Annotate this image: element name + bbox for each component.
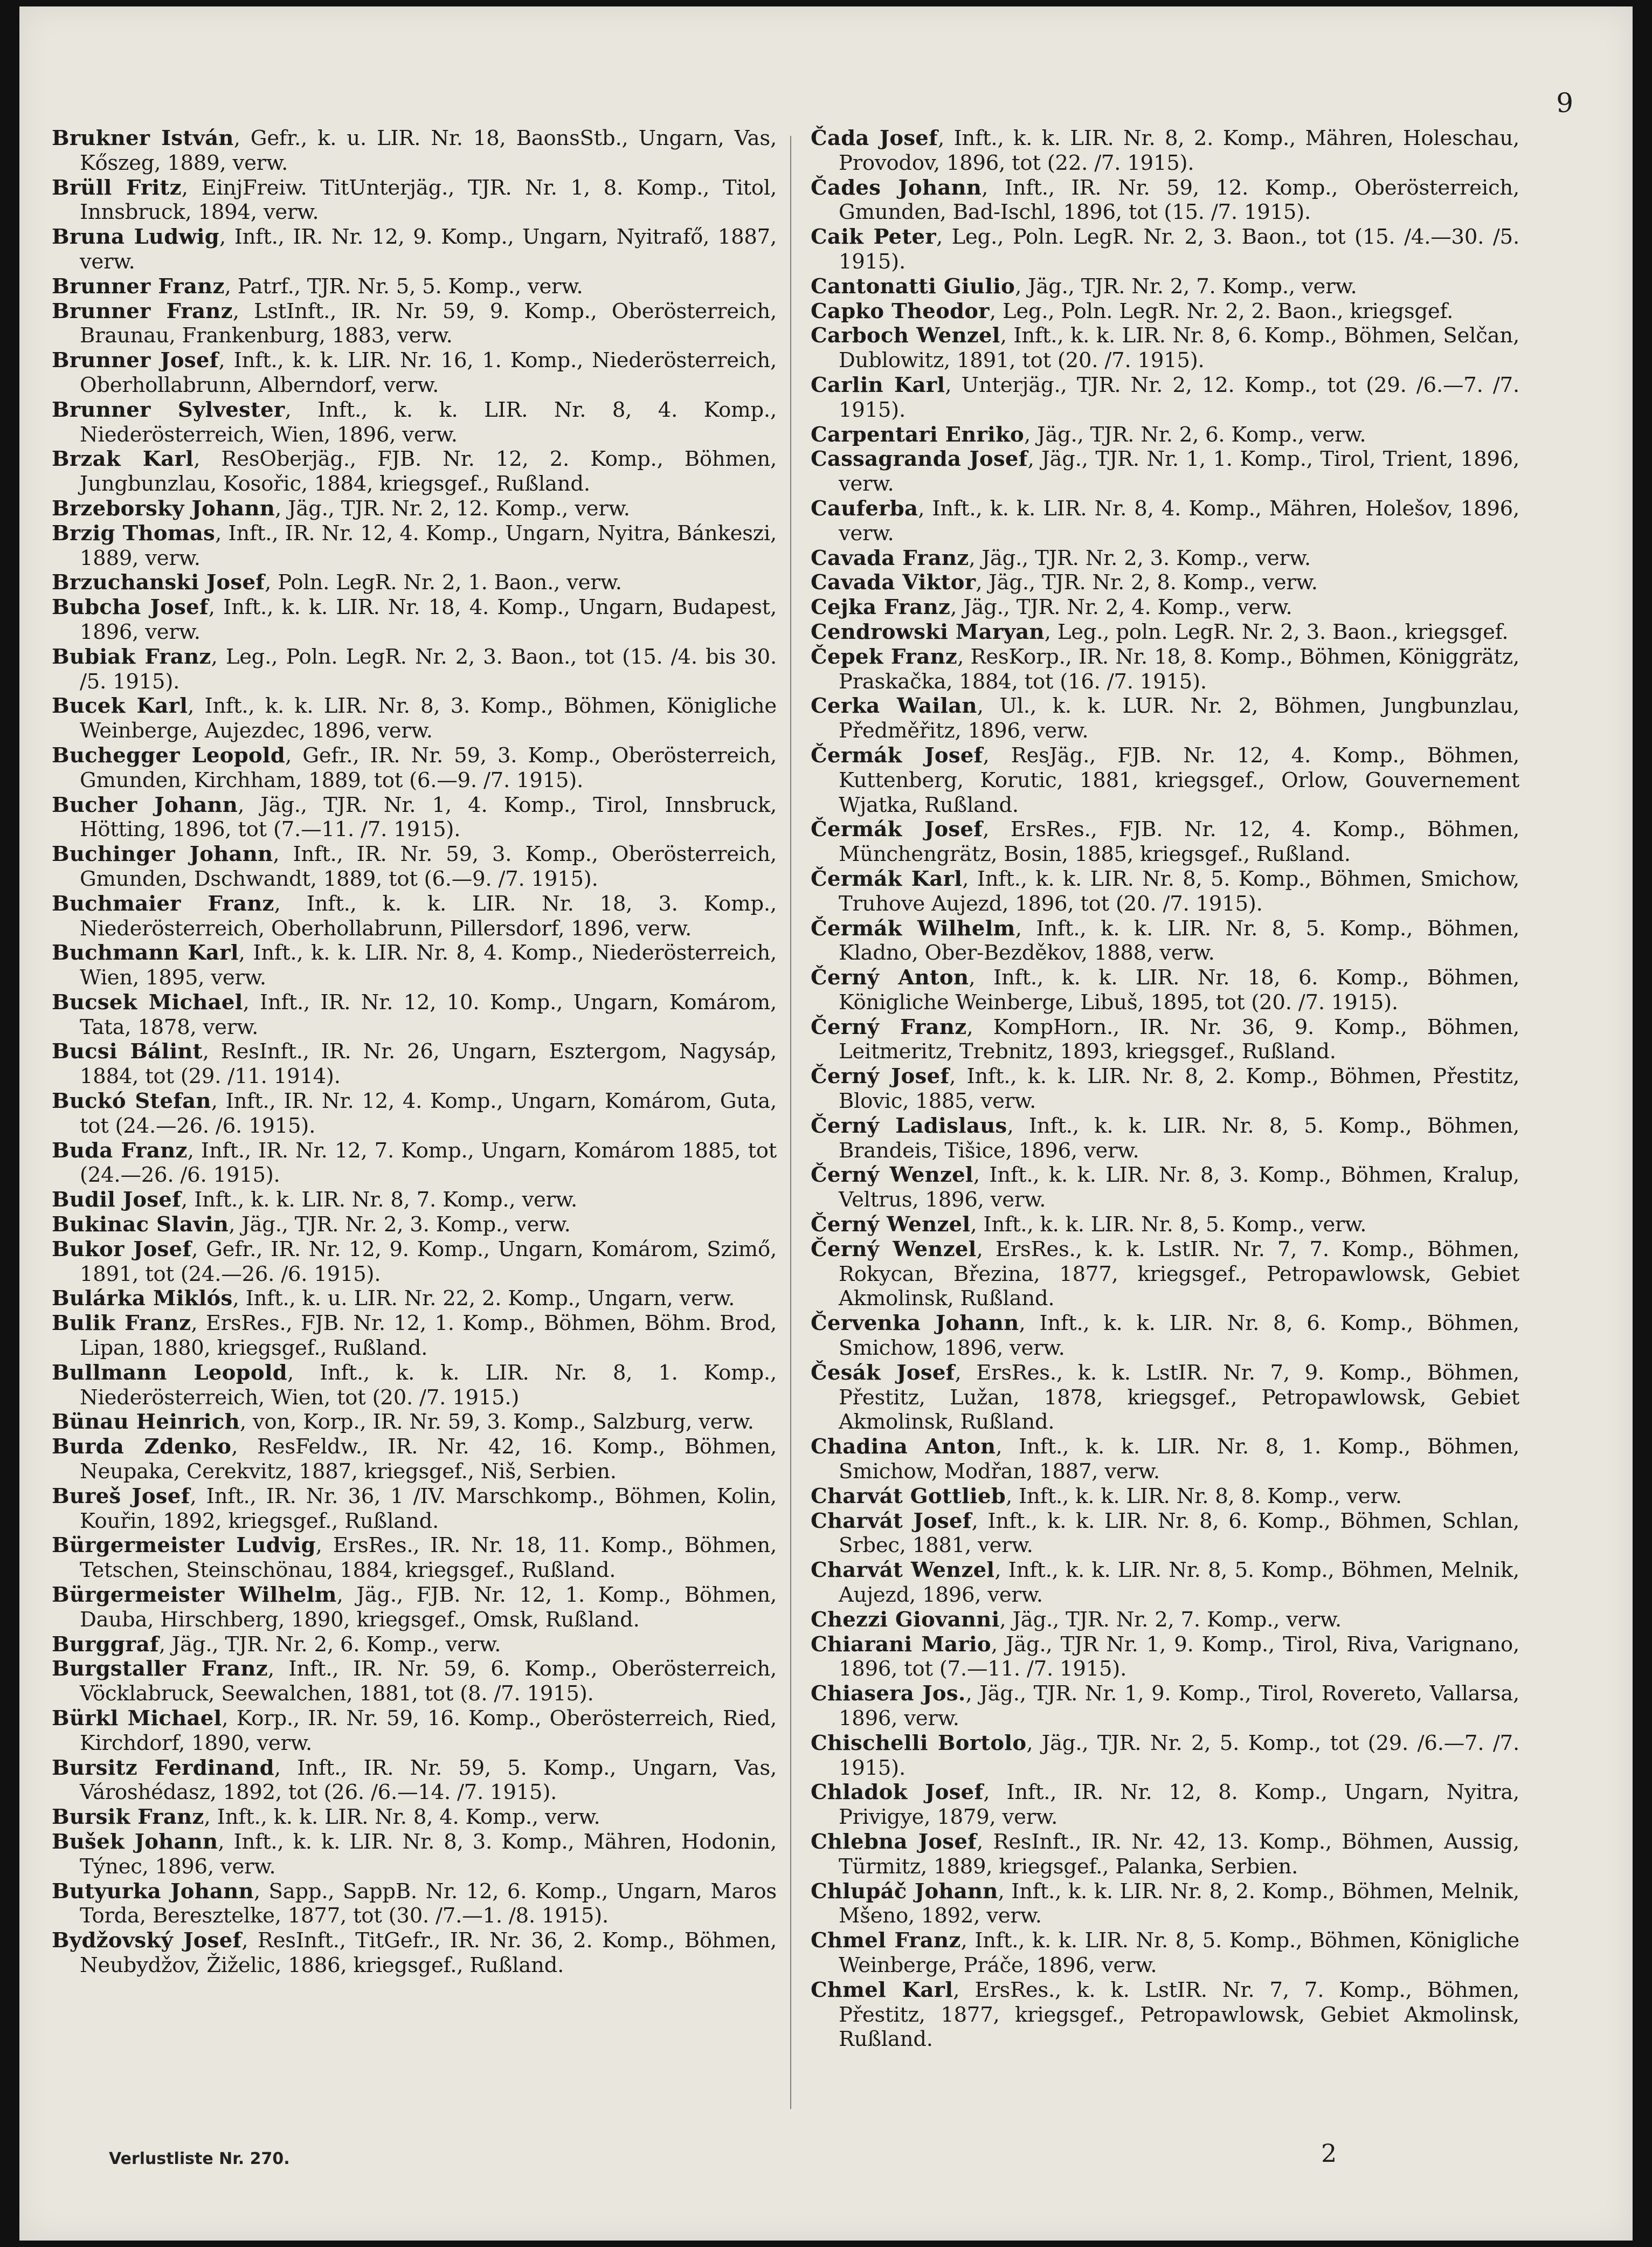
- list-entry: [811, 1484, 1519, 1509]
- entry-name: Cavada Franz: [811, 546, 969, 570]
- entry-details: , Inft., IR. Nr. 12, 8. Komp., Ungarn, Nyitra, Privigye, 1879, verw.: [839, 1780, 1519, 1830]
- entry-name: Brunner Franz: [52, 274, 225, 299]
- entry-details: , ResFeldw., IR. Nr. 42, 16. Komp., Böhmen, Neupaka, Cerekvitz, 1887, kriegsgef., Niš, Serbien.: [80, 1435, 777, 1484]
- entry-name: Bullmann Leopold: [52, 1360, 287, 1385]
- entry-name: Bukinac Slavin: [52, 1212, 229, 1237]
- entry-name: Černý Wenzel: [811, 1237, 977, 1262]
- list-entry: [811, 1928, 1519, 1978]
- entry-name: Bucher Johann: [52, 792, 238, 817]
- list-entry: [52, 1188, 777, 1212]
- entry-name: Brzeborsky Johann: [52, 496, 275, 521]
- entry-details: , Jäg., TJR Nr. 1, 9. Komp., Tirol, Riva, Varignano, 1896, tot (7.—11. /7. 1915).: [839, 1632, 1520, 1681]
- list-entry: [811, 1830, 1519, 1879]
- entry-details: , Leg., Poln. LegR. Nr. 2, 2. Baon., kriegsgef.: [989, 299, 1454, 323]
- page-number: 9: [1556, 87, 1573, 119]
- entry-details: , ErsRes., k. k. LstIR. Nr. 7, 7. Komp., Böhmen, Přestitz, 1877, kriegsgef., Petropawlowsk, Gebiet Akmolinsk, Rußland.: [839, 1977, 1519, 2052]
- entry-name: Černý Wenzel: [811, 1163, 973, 1188]
- entry-name: Čermák Josef: [811, 817, 983, 842]
- entry-details: , Inft., k. k. LIR. Nr. 8, 4. Komp., Mähren, Holešov, 1896, verw.: [839, 496, 1519, 546]
- entry-details: , Inft., IR. Nr. 12, 10. Komp., Ungarn, Komárom, Tata, 1878, verw.: [80, 990, 777, 1039]
- list-entry: [811, 546, 1519, 571]
- entry-details: , Inft., k. u. LIR. Nr. 22, 2. Komp., Ungarn, verw.: [232, 1286, 735, 1311]
- list-entry: [811, 1212, 1519, 1237]
- list-entry: [52, 1435, 777, 1484]
- entry-name: Chlebna Josef: [811, 1829, 977, 1854]
- entry-details: , Inft., k. k. LIR. Nr. 8, 1. Komp., Niederösterreich, Wien, tot (20. /7. 1915.): [80, 1360, 777, 1410]
- entry-name: Černý Anton: [811, 966, 969, 990]
- entry-name: Černý Franz: [811, 1015, 967, 1039]
- entry-details: , Inft., k. k. LIR. Nr. 8, 2. Komp., Böhmen, Přestitz, Blovic, 1885, verw.: [839, 1064, 1519, 1114]
- entry-details: , ResOberjäg., FJB. Nr. 12, 2. Komp., Böhmen, Jungbunzlau, Kosořic, 1884, kriegsgef., Rußland.: [80, 447, 777, 497]
- list-entry: [811, 1237, 1519, 1311]
- entry-details: , Jäg., TJR. Nr. 2, 7. Komp., verw.: [999, 1607, 1342, 1632]
- list-entry: [52, 1928, 777, 1978]
- entry-details: , Jäg., TJR. Nr. 2, 3. Komp., verw.: [969, 546, 1311, 570]
- list-entry: [52, 176, 777, 225]
- entry-name: Bubcha Josef: [52, 595, 209, 620]
- list-entry: [52, 743, 777, 793]
- entry-name: Čada Josef: [811, 126, 938, 150]
- list-entry: [811, 299, 1519, 324]
- entry-name: Cauferba: [811, 496, 918, 521]
- list-entry: [811, 694, 1519, 743]
- list-entry: [52, 1756, 777, 1805]
- entry-details: , Gefr., IR. Nr. 59, 3. Komp., Oberösterreich, Gmunden, Kirchham, 1889, tot (6.—9. /7. 1915).: [80, 743, 777, 792]
- entry-details: , Inft., k. k. LIR. Nr. 8, 6. Komp., Böhmen, Smichow, 1896, verw.: [839, 1311, 1519, 1361]
- list-entry: [811, 1681, 1519, 1731]
- entry-name: Buchegger Leopold: [52, 743, 286, 768]
- entry-details: , Inft., k. k. LIR. Nr. 8, 5. Komp., Böhmen, Melnik, Aujezd, 1896, verw.: [839, 1558, 1519, 1608]
- list-entry: [811, 743, 1519, 817]
- list-entry: [811, 620, 1519, 645]
- entry-details: , ErsRes., FJB. Nr. 12, 4. Komp., Böhmen, Münchengrätz, Bosin, 1885, kriegsgef., Rußland.: [839, 817, 1519, 867]
- entry-name: Charvát Gottlieb: [811, 1484, 1006, 1508]
- list-entry: [811, 1558, 1519, 1608]
- entry-name: Brüll Fritz: [52, 175, 182, 200]
- list-entry: [52, 126, 777, 176]
- entry-details: , ResInft., IR. Nr. 26, Ungarn, Esztergom, Nagysáp, 1884, tot (29. /11. 1914).: [80, 1039, 777, 1089]
- list-entry: [811, 1632, 1519, 1682]
- list-entry: [52, 497, 777, 521]
- entry-details: , Jäg., TJR. Nr. 2, 8. Komp., verw.: [976, 570, 1318, 595]
- entry-name: Chezzi Giovanni: [811, 1607, 1000, 1632]
- entry-name: Bürgermeister Ludvig: [52, 1533, 316, 1558]
- entry-details: , ResInft., TitGefr., IR. Nr. 36, 2. Komp., Böhmen, Neubydžov, Žiželic, 1886, kriegsgef., Rußland.: [80, 1928, 777, 1977]
- entry-name: Carlin Karl: [811, 373, 945, 397]
- entry-name: Capko Theodor: [811, 299, 990, 323]
- list-entry: [811, 225, 1519, 274]
- entry-details: , Patrf., TJR. Nr. 5, 5. Komp., verw.: [224, 274, 583, 299]
- entry-name: Bušek Johann: [52, 1829, 218, 1854]
- entry-details: , Inft., k. k. LIR. Nr. 8, 5. Komp., verw.: [970, 1212, 1367, 1237]
- entry-details: , Inft., k. k. LIR. Nr. 8, 6. Komp., Böhmen, Selčan, Dublowitz, 1891, tot (20. /7. 1915).: [839, 323, 1519, 373]
- list-entry: [811, 595, 1519, 620]
- entry-details: , Inft., k. k. LIR. Nr. 8, 5. Komp., Böhmen, Brandeis, Tišice, 1896, verw.: [839, 1113, 1519, 1163]
- list-entry: [52, 941, 777, 990]
- left-column: [52, 126, 777, 1978]
- entry-name: Černý Wenzel: [811, 1212, 971, 1237]
- entry-name: Červenka Johann: [811, 1311, 1019, 1336]
- entry-name: Bucek Karl: [52, 694, 188, 719]
- entry-details: , Leg., poln. LegR. Nr. 2, 3. Baon., kriegsgef.: [1044, 619, 1509, 644]
- list-entry: [52, 1361, 777, 1410]
- list-entry: [811, 966, 1519, 1015]
- list-entry: [52, 570, 777, 595]
- entry-name: Buda Franz: [52, 1138, 188, 1163]
- list-entry: [52, 225, 777, 274]
- list-entry: [811, 1879, 1519, 1929]
- list-entry: [811, 1361, 1519, 1435]
- right-column: [811, 126, 1519, 2052]
- list-entry: [52, 447, 777, 497]
- entry-name: Čades Johann: [811, 175, 982, 200]
- entry-details: , Jäg., TJR. Nr. 2, 12. Komp., verw.: [275, 496, 630, 521]
- entry-details: , ResInft., IR. Nr. 42, 13. Komp., Böhmen, Aussig, Türmitz, 1889, kriegsgef., Palanka, Serbien.: [839, 1829, 1519, 1879]
- entry-details: , Inft., IR. Nr. 59, 5. Komp., Ungarn, Vas, Városhédasz, 1892, tot (26. /6.—14. /7. 1915).: [80, 1755, 777, 1805]
- list-entry: [811, 497, 1519, 546]
- signature-mark: 2: [1321, 2139, 1337, 2168]
- entry-details: , Jäg., TJR. Nr. 1, 1. Komp., Tirol, Trient, 1896, verw.: [839, 447, 1519, 497]
- list-entry: [52, 1212, 777, 1237]
- list-entry: [52, 1286, 777, 1311]
- entry-name: Čermák Wilhelm: [811, 916, 1015, 941]
- list-entry: [52, 1533, 777, 1583]
- list-entry: [52, 990, 777, 1040]
- list-entry: [52, 694, 777, 743]
- list-entry: [52, 1583, 777, 1632]
- entry-details: , ResKorp., IR. Nr. 18, 8. Komp., Böhmen, Königgrätz, Praskačka, 1884, tot (16. /7. 1915).: [839, 644, 1519, 694]
- list-entry: [52, 348, 777, 398]
- list-entry: [52, 1805, 777, 1830]
- entry-details: , Inft., k. k. LIR. Nr. 8, 1. Komp., Böhmen, Smichow, Modřan, 1887, verw.: [839, 1435, 1519, 1484]
- list-entry: [811, 817, 1519, 867]
- list-entry: [811, 1435, 1519, 1484]
- entry-details: , Jäg., TJR. Nr. 2, 3. Komp., verw.: [229, 1212, 571, 1237]
- entry-details: , Inft., k. k. LIR. Nr. 18, 3. Komp., Niederösterreich, Oberhollabrunn, Pillersdorf, 1896, verw.: [80, 891, 777, 941]
- list-entry: [52, 1879, 777, 1929]
- entry-name: Čermák Josef: [811, 743, 983, 768]
- list-entry: [811, 1311, 1519, 1361]
- list-entry: [52, 1089, 777, 1139]
- entry-name: Bureš Josef: [52, 1484, 190, 1508]
- entry-details: , Jäg., TJR. Nr. 1, 9. Komp., Tirol, Rovereto, Vallarsa, 1896, verw.: [839, 1681, 1519, 1731]
- entry-details: , Leg., Poln. LegR. Nr. 2, 3. Baon., tot (15. /4. bis 30. /5. 1915).: [80, 644, 777, 694]
- entry-details: , ErsRes., k. k. LstIR. Nr. 7, 9. Komp., Böhmen, Přestitz, Lužan, 1878, kriegsgef., Petropawlowsk, Gebiet Akmolinsk, Rußland.: [839, 1360, 1519, 1435]
- entry-details: , Sapp., SappB. Nr. 12, 6. Komp., Ungarn, Maros Torda, Beresztelke, 1877, tot (30. /7.—1. /8. 1915).: [80, 1879, 777, 1928]
- entry-details: , Inft., k. k. LIR. Nr. 18, 6. Komp., Böhmen, Königliche Weinberge, Libuš, 1895, tot (20. /7. 1915).: [839, 966, 1520, 1015]
- entry-name: Cerka Wailan: [811, 694, 977, 719]
- entry-details: , Inft., IR. Nr. 12, 4. Komp., Ungarn, Nyitra, Bánkeszi, 1889, verw.: [80, 521, 777, 570]
- list-entry: [811, 1015, 1519, 1065]
- entry-name: Čepek Franz: [811, 644, 958, 669]
- entry-name: Chiarani Mario: [811, 1632, 991, 1657]
- entry-name: Chischelli Bortolo: [811, 1731, 1027, 1755]
- list-entry: [811, 274, 1519, 299]
- entry-name: Buchmann Karl: [52, 941, 239, 966]
- entry-name: Brukner István: [52, 126, 234, 150]
- entry-name: Cejka Franz: [811, 595, 951, 620]
- entry-name: Bürkl Michael: [52, 1706, 222, 1731]
- list-entry: [52, 892, 777, 941]
- entry-details: , Inft., k. k. LIR. Nr. 8, 2. Komp., Mähren, Holeschau, Provodov, 1896, tot (22. /7. 1915).: [839, 126, 1519, 175]
- list-entry: [811, 423, 1519, 447]
- entry-details: , Inft., k. k. LIR. Nr. 8, 2. Komp., Böhmen, Melnik, Mšeno, 1892, verw.: [839, 1879, 1519, 1928]
- entry-name: Buchinger Johann: [52, 842, 273, 867]
- entry-details: , ResJäg., FJB. Nr. 12, 4. Komp., Böhmen, Kuttenberg, Korutic, 1881, kriegsgef., Orlow, Gouvernement Wjatka, Rußland.: [839, 743, 1519, 817]
- list-entry: [811, 1731, 1519, 1781]
- entry-details: , Jäg., TJR. Nr. 2, 4. Komp., verw.: [950, 595, 1292, 620]
- list-entry: [811, 1780, 1519, 1830]
- entry-details: , Inft., k. k. LIR. Nr. 8, 5. Komp., Böhmen, Königliche Weinberge, Práče, 1896, verw.: [839, 1928, 1519, 1977]
- entry-details: , Inft., k. k. LIR. Nr. 8, 5. Komp., Böhmen, Smichow, Truhove Aujezd, 1896, tot (20. /7. 1915).: [839, 866, 1520, 916]
- list-entry: [52, 1139, 777, 1188]
- entry-name: Bucsi Bálint: [52, 1039, 203, 1064]
- entry-name: Buckó Stefan: [52, 1089, 211, 1114]
- entry-details: , Jäg., TJR. Nr. 1, 4. Komp., Tirol, Innsbruck, Hötting, 1896, tot (7.—11. /7. 1915).: [80, 792, 777, 842]
- entry-name: Bursik Franz: [52, 1805, 204, 1830]
- entry-details: , Leg., Poln. LegR. Nr. 2, 3. Baon., tot (15. /4.—30. /5. 1915).: [839, 225, 1519, 274]
- list-entry: [52, 1039, 777, 1089]
- entry-name: Bubiak Franz: [52, 644, 211, 669]
- list-entry: [52, 1410, 777, 1435]
- entry-details: , Poln. LegR. Nr. 2, 1. Baon., verw.: [265, 570, 622, 595]
- document-page: [19, 6, 1633, 2241]
- entry-name: Charvát Wenzel: [811, 1558, 995, 1583]
- entry-name: Bulárka Miklós: [52, 1286, 233, 1311]
- entry-name: Bucsek Michael: [52, 990, 243, 1015]
- entry-name: Brunner Franz: [52, 299, 233, 323]
- entry-details: , Ul., k. k. LUR. Nr. 2, Böhmen, Jungbunzlau, Předměřitz, 1896, verw.: [839, 694, 1519, 743]
- column-divider: [790, 136, 791, 2109]
- entry-details: , Inft., IR. Nr. 59, 12. Komp., Oberösterreich, Gmunden, Bad-Ischl, 1896, tot (15. /7. 1915).: [839, 175, 1520, 225]
- entry-name: Bruna Ludwig: [52, 225, 220, 250]
- entry-details: , Jäg., TJR. Nr. 2, 6. Komp., verw.: [158, 1632, 501, 1657]
- entry-name: Cendrowski Maryan: [811, 619, 1045, 644]
- entry-name: Burggraf: [52, 1632, 159, 1657]
- list-entry: [52, 1311, 777, 1361]
- list-entry: [52, 274, 777, 299]
- entry-name: Černý Josef: [811, 1064, 950, 1089]
- entry-name: Bulik Franz: [52, 1311, 191, 1336]
- list-entry: [811, 570, 1519, 595]
- list-entry: [52, 645, 777, 694]
- entry-details: , Inft., k. k. LIR. Nr. 8, 4. Komp., Niederösterreich, Wien, 1896, verw.: [80, 397, 777, 447]
- entry-details: , ErsRes., IR. Nr. 18, 11. Komp., Böhmen, Tetschen, Steinschönau, 1884, kriegsgef., Rußland.: [80, 1533, 777, 1583]
- entry-details: , Jäg., FJB. Nr. 12, 1. Komp., Böhmen, Dauba, Hirschberg, 1890, kriegsgef., Omsk, Rußland.: [80, 1583, 777, 1632]
- entry-details: , Inft., IR. Nr. 12, 7. Komp., Ungarn, Komárom 1885, tot (24.—26. /6. 1915).: [80, 1138, 777, 1188]
- entry-details: , Inft., IR. Nr. 12, 4. Komp., Ungarn, Komárom, Guta, tot (24.—26. /6. 1915).: [80, 1089, 777, 1138]
- entry-details: , Gefr., k. u. LIR. Nr. 18, BaonsStb., Ungarn, Vas, Kőszeg, 1889, verw.: [80, 126, 777, 175]
- list-entry: [811, 1509, 1519, 1559]
- list-entry: [52, 1237, 777, 1287]
- entry-details: , Korp., IR. Nr. 59, 16. Komp., Oberösterreich, Ried, Kirchdorf, 1890, verw.: [80, 1706, 777, 1755]
- list-entry: [52, 793, 777, 843]
- list-entry: [811, 1978, 1519, 2052]
- list-entry: [811, 867, 1519, 916]
- entry-details: , Inft., k. k. LIR. Nr. 18, 4. Komp., Ungarn, Budapest, 1896, verw.: [80, 595, 777, 644]
- entry-name: Čermák Karl: [811, 866, 963, 891]
- entry-name: Carboch Wenzel: [811, 323, 1000, 348]
- entry-details: , ErsRes., FJB. Nr. 12, 1. Komp., Böhmen, Böhm. Brod, Lipan, 1880, kriegsgef., Rußland.: [80, 1311, 777, 1361]
- footer-note: Verlustliste Nr. 270.: [109, 2149, 290, 2168]
- entry-name: Bukor Josef: [52, 1237, 192, 1262]
- entry-details: , Inft., k. k. LIR. Nr. 8, 7. Komp., verw.: [181, 1188, 578, 1212]
- list-entry: [811, 1064, 1519, 1114]
- entry-details: , EinjFreiw. TitUnterjäg., TJR. Nr. 1, 8. Komp., Titol, Innsbruck, 1894, verw.: [80, 175, 777, 225]
- entry-details: , Inft., IR. Nr. 12, 9. Komp., Ungarn, Nyitrafő, 1887, verw.: [80, 225, 777, 274]
- list-entry: [811, 1163, 1519, 1212]
- entry-name: Buchmaier Franz: [52, 891, 274, 916]
- entry-name: Burgstaller Franz: [52, 1657, 268, 1681]
- entry-details: , Inft., k. k. LIR. Nr. 8, 8. Komp., verw.: [1005, 1484, 1402, 1508]
- entry-name: Chiasera Jos.: [811, 1681, 966, 1706]
- entry-details: , Inft., k. k. LIR. Nr. 8, 4. Komp., verw.: [204, 1805, 600, 1830]
- list-entry: [811, 1114, 1519, 1163]
- list-entry: [52, 1657, 777, 1706]
- entry-name: Bursitz Ferdinand: [52, 1755, 274, 1780]
- entry-name: Brunner Josef: [52, 348, 219, 373]
- entry-name: Chmel Karl: [811, 1977, 953, 2002]
- entry-name: Česák Josef: [811, 1360, 955, 1385]
- entry-name: Caik Peter: [811, 225, 936, 250]
- entry-name: Brzuchanski Josef: [52, 570, 265, 595]
- entry-name: Bünau Heinrich: [52, 1410, 240, 1435]
- entry-name: Brzak Karl: [52, 447, 194, 472]
- entry-details: , Inft., IR. Nr. 59, 6. Komp., Oberösterreich, Vöcklabruck, Seewalchen, 1881, tot (8. /7. 1915).: [80, 1657, 777, 1706]
- entry-name: Bürgermeister Wilhelm: [52, 1583, 337, 1608]
- entry-name: Butyurka Johann: [52, 1879, 254, 1904]
- list-entry: [811, 645, 1519, 694]
- list-entry: [811, 447, 1519, 497]
- entry-details: , Inft., k. k. LIR. Nr. 8, 4. Komp., Niederösterreich, Wien, 1895, verw.: [80, 941, 777, 990]
- entry-details: , Inft., k. k. LIR. Nr. 8, 3. Komp., Böhmen, Königliche Weinberge, Aujezdec, 1896, verw.: [80, 694, 777, 743]
- entry-name: Brzig Thomas: [52, 521, 216, 546]
- entry-name: Burda Zdenko: [52, 1435, 232, 1459]
- list-entry: [52, 398, 777, 447]
- entry-details: , Inft., k. k. LIR. Nr. 8, 3. Komp., Böhmen, Kralup, Veltrus, 1896, verw.: [839, 1163, 1519, 1212]
- entry-details: , von, Korp., IR. Nr. 59, 3. Komp., Salzburg, verw.: [239, 1410, 754, 1435]
- entry-name: Chladok Josef: [811, 1780, 984, 1805]
- entry-details: , Jäg., TJR. Nr. 2, 6. Komp., verw.: [1024, 422, 1366, 447]
- list-entry: [811, 323, 1519, 373]
- entry-details: , LstInft., IR. Nr. 59, 9. Komp., Oberösterreich, Braunau, Frankenburg, 1883, verw.: [80, 299, 777, 348]
- entry-name: Budil Josef: [52, 1188, 182, 1212]
- entry-name: Brunner Sylvester: [52, 397, 285, 422]
- list-entry: [811, 176, 1519, 225]
- entry-details: , KompHorn., IR. Nr. 36, 9. Komp., Böhmen, Leitmeritz, Trebnitz, 1893, kriegsgef., Rußland.: [839, 1015, 1519, 1064]
- entry-details: , Inft., k. k. LIR. Nr. 16, 1. Komp., Niederösterreich, Oberhollabrunn, Alberndorf, verw.: [80, 348, 777, 397]
- list-entry: [811, 916, 1519, 966]
- entry-details: , ErsRes., k. k. LstIR. Nr. 7, 7. Komp., Böhmen, Rokycan, Březina, 1877, kriegsgef., Petropawlowsk, Gebiet Akmolinsk, Rußland.: [839, 1237, 1519, 1311]
- entry-name: Chmel Franz: [811, 1928, 961, 1953]
- entry-details: , Inft., IR. Nr. 36, 1 /IV. Marschkomp., Böhmen, Kolin, Kouřin, 1892, kriegsgef., Rußland.: [80, 1484, 777, 1533]
- list-entry: [52, 595, 777, 645]
- entry-details: , Inft., k. k. LIR. Nr. 8, 3. Komp., Mähren, Hodonin, Týnec, 1896, verw.: [80, 1829, 777, 1879]
- entry-name: Bydžovský Josef: [52, 1928, 242, 1953]
- list-entry: [52, 842, 777, 892]
- entry-name: Charvát Josef: [811, 1508, 972, 1533]
- list-entry: [52, 1706, 777, 1756]
- entry-name: Cavada Viktor: [811, 570, 976, 595]
- list-entry: [52, 1484, 777, 1534]
- list-entry: [811, 1608, 1519, 1632]
- entry-details: , Jäg., TJR. Nr. 2, 7. Komp., verw.: [1015, 274, 1357, 299]
- list-entry: [811, 126, 1519, 176]
- entry-details: , Jäg., TJR. Nr. 2, 5. Komp., tot (29. /6.—7. /7. 1915).: [839, 1731, 1519, 1780]
- list-entry: [811, 373, 1519, 423]
- entry-details: , Unterjäg., TJR. Nr. 2, 12. Komp., tot (29. /6.—7. /7. 1915).: [839, 373, 1519, 422]
- entry-name: Carpentari Enriko: [811, 422, 1025, 447]
- entry-details: , Gefr., IR. Nr. 12, 9. Komp., Ungarn, Komárom, Szimő, 1891, tot (24.—26. /6. 1915).: [80, 1237, 777, 1286]
- entry-name: Chlupáč Johann: [811, 1879, 998, 1904]
- list-entry: [52, 299, 777, 349]
- list-entry: [52, 1632, 777, 1657]
- entry-details: , Inft., k. k. LIR. Nr. 8, 5. Komp., Böhmen, Kladno, Ober-Bezděkov, 1888, verw.: [839, 916, 1519, 966]
- entry-name: Černý Ladislaus: [811, 1113, 1007, 1138]
- list-entry: [52, 521, 777, 571]
- entry-name: Chadina Anton: [811, 1435, 996, 1459]
- entry-details: , Inft., IR. Nr. 59, 3. Komp., Oberösterreich, Gmunden, Dschwandt, 1889, tot (6.—9. /7. 1915).: [80, 842, 777, 891]
- entry-name: Cassagranda Josef: [811, 447, 1028, 472]
- entry-name: Cantonatti Giulio: [811, 274, 1015, 299]
- entry-details: , Inft., k. k. LIR. Nr. 8, 6. Komp., Böhmen, Schlan, Srbec, 1881, verw.: [839, 1508, 1519, 1558]
- list-entry: [52, 1830, 777, 1879]
